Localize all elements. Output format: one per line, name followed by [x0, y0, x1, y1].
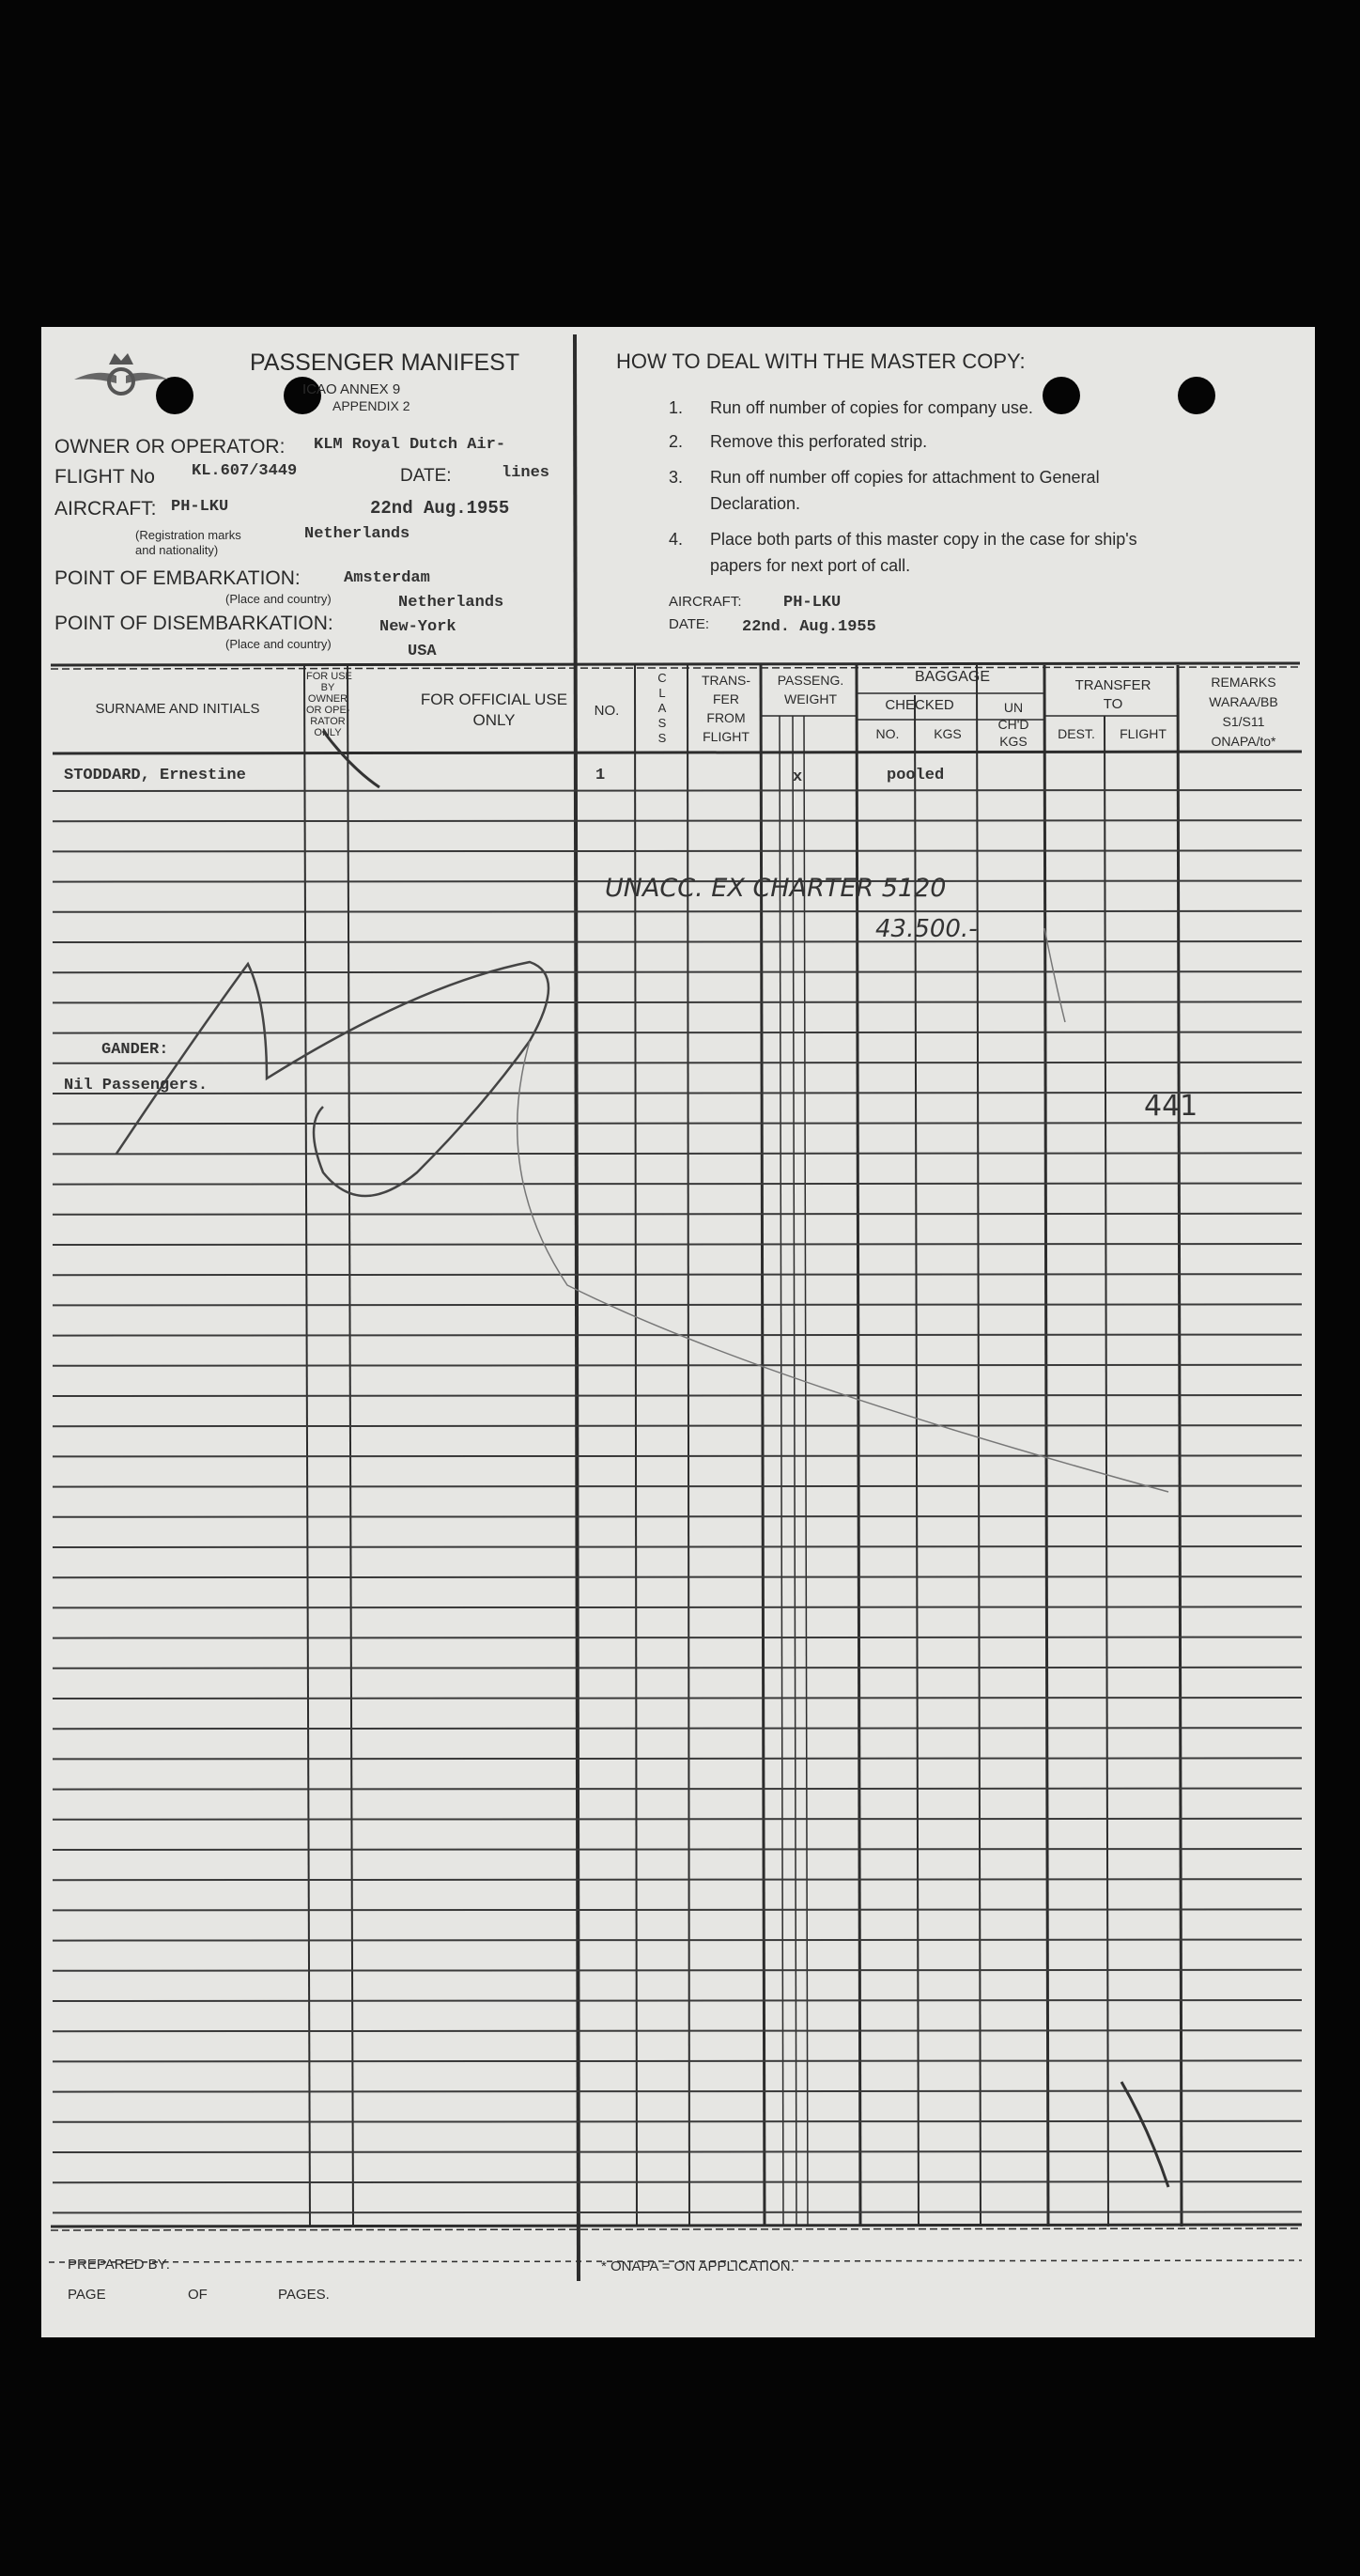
aircraft-value: PH-LKU [171, 498, 229, 516]
instruction-text: papers for next port of call. [710, 556, 911, 575]
instructions-aircraft-label: AIRCRAFT: [669, 594, 742, 610]
col-transfer-from: TRANS- FER FROM FLIGHT [701, 673, 751, 744]
pages-label: PAGES. [278, 2287, 330, 2303]
row-line [53, 1425, 1302, 1426]
row-line [53, 1879, 1302, 1880]
row-line [53, 911, 1302, 912]
onapa-note: * ONAPA = ON APPLICATION. [601, 2258, 795, 2274]
flight-value: KL.607/3449 [192, 462, 298, 480]
embarkation-country: Netherlands [398, 594, 504, 612]
row-line [53, 1698, 1302, 1699]
manifest-title: PASSENGER MANIFEST [250, 349, 520, 376]
disembarkation-value: New-York [379, 618, 456, 636]
instruction-number: 2. [669, 432, 684, 451]
disembarkation-label: POINT OF DISEMBARKATION: [54, 613, 333, 634]
instructions-aircraft-value: PH-LKU [783, 594, 842, 612]
row-line [53, 1093, 1302, 1094]
page-label: PAGE [68, 2287, 106, 2303]
instruction-text: Declaration. [710, 494, 801, 513]
handwritten-number: 441 [1144, 1090, 1198, 1123]
nationality-value: Netherlands [304, 525, 410, 543]
embarkation-label: POINT OF EMBARKATION: [54, 567, 301, 589]
row-line [53, 850, 1302, 851]
col-checked-no: NO. [875, 726, 900, 741]
passenger-name: STODDARD, Ernestine [64, 767, 246, 784]
col-surname: SURNAME AND INITIALS [95, 701, 260, 717]
row-line [53, 2121, 1302, 2122]
row-line [53, 941, 1302, 942]
col-checked: CHECKED [885, 697, 954, 713]
col-passeng-weight: PASSENG. WEIGHT [777, 673, 844, 706]
row-line [53, 1909, 1302, 1910]
instruction-number: 3. [669, 468, 684, 487]
passenger-baggage: pooled [887, 767, 945, 784]
row-line [53, 1486, 1302, 1487]
row-line [53, 2181, 1302, 2182]
row-line [53, 1214, 1302, 1215]
owner-value: KLM Royal Dutch Air- [314, 436, 506, 454]
row-line [53, 1606, 1302, 1607]
embarkation-note: (Place and country) [225, 592, 332, 606]
station-name: GANDER: [101, 1041, 169, 1059]
flight-label: FLIGHT No [54, 466, 155, 488]
date-label: DATE: [400, 466, 452, 486]
row-line [53, 1304, 1302, 1305]
date-value-line2: 22nd Aug.1955 [370, 498, 510, 519]
instruction-text: Remove this perforated strip. [710, 432, 928, 451]
col-unchecked: UN CH'D KGS [997, 700, 1029, 749]
instructions-date-label: DATE: [669, 616, 710, 632]
embarkation-value: Amsterdam [344, 569, 430, 587]
row-line [53, 1728, 1302, 1729]
row-line [53, 1546, 1302, 1547]
col-baggage: BAGGAGE [914, 669, 991, 685]
prepared-by-label: PREPARED BY: [68, 2257, 170, 2273]
of-label: OF [188, 2287, 208, 2303]
col-dest: DEST. [1058, 726, 1095, 741]
row-line [53, 1940, 1302, 1941]
row-line [53, 1819, 1302, 1820]
row-line [53, 2060, 1302, 2061]
row-line [53, 1849, 1302, 1850]
row-line [53, 1184, 1302, 1185]
row-line [53, 1153, 1302, 1154]
col-no: NO. [594, 703, 620, 719]
row-line [53, 1365, 1302, 1366]
row-line [53, 1637, 1302, 1638]
instructions-title: HOW TO DEAL WITH THE MASTER COPY: [616, 349, 1026, 373]
row-line [53, 2091, 1302, 2092]
row-line [53, 1516, 1302, 1517]
col-owner-use: FOR USE BY OWNER OR OPE- RATOR ONLY [306, 671, 352, 738]
row-line [53, 790, 1302, 791]
row-line [53, 1244, 1302, 1245]
disembarkation-note: (Place and country) [225, 637, 332, 651]
registration-note-1: (Registration marks [135, 528, 241, 542]
instruction-text: Place both parts of this master copy in the case for ship's [710, 530, 1137, 549]
col-remarks: REMARKS WARAA/BB S1/S11 ONAPA/to* [1209, 675, 1278, 749]
row-line [53, 1758, 1302, 1759]
instruction-text: Run off number of copies for company use. [710, 398, 1033, 417]
row-line [53, 820, 1302, 821]
col-class: C L A S S [657, 671, 667, 745]
col-checked-kgs: KGS [934, 726, 962, 741]
row-line [53, 971, 1302, 972]
row-line [53, 2151, 1302, 2152]
row-line [53, 2000, 1302, 2001]
row-line [53, 1001, 1302, 1002]
row-line [53, 1395, 1302, 1396]
row-line [53, 2030, 1302, 2031]
nil-passengers: Nil Passengers. [64, 1077, 209, 1094]
row-line [53, 1032, 1302, 1033]
registration-note-2: and nationality) [135, 543, 219, 557]
row-line [53, 2211, 1302, 2212]
appendix-label: APPENDIX 2 [332, 398, 410, 413]
col-transfer-to: TRANSFER TO [1074, 677, 1151, 712]
date-value-line1: lines [502, 464, 550, 482]
disembarkation-country: USA [408, 643, 437, 660]
instruction-text: Run off number off copies for attachment to General [710, 468, 1100, 487]
passenger-no: 1 [595, 767, 606, 784]
row-line [53, 1123, 1302, 1124]
handwritten-note: UNACC. EX CHARTER 5120 [605, 874, 947, 903]
col-flight: FLIGHT [1120, 726, 1167, 741]
row-line [53, 1455, 1302, 1456]
col-official-use: FOR OFFICIAL USE ONLY [420, 691, 568, 729]
manifest-grid [41, 327, 1315, 2337]
aircraft-label: AIRCRAFT: [54, 498, 157, 520]
instructions-date-value: 22nd. Aug.1955 [742, 618, 876, 636]
row-line [53, 1789, 1302, 1790]
instruction-number: 4. [669, 530, 684, 549]
row-line [53, 1576, 1302, 1577]
instruction-number: 1. [669, 398, 684, 417]
manifest-sheet [41, 327, 1315, 2337]
row-line [53, 1970, 1302, 1971]
annex-label: ICAO ANNEX 9 [302, 381, 401, 397]
owner-label: OWNER OR OPERATOR: [54, 436, 286, 458]
row-line [53, 1274, 1302, 1275]
handwritten-amount: 43.500.- [875, 915, 978, 943]
passenger-weight: x [793, 768, 803, 786]
